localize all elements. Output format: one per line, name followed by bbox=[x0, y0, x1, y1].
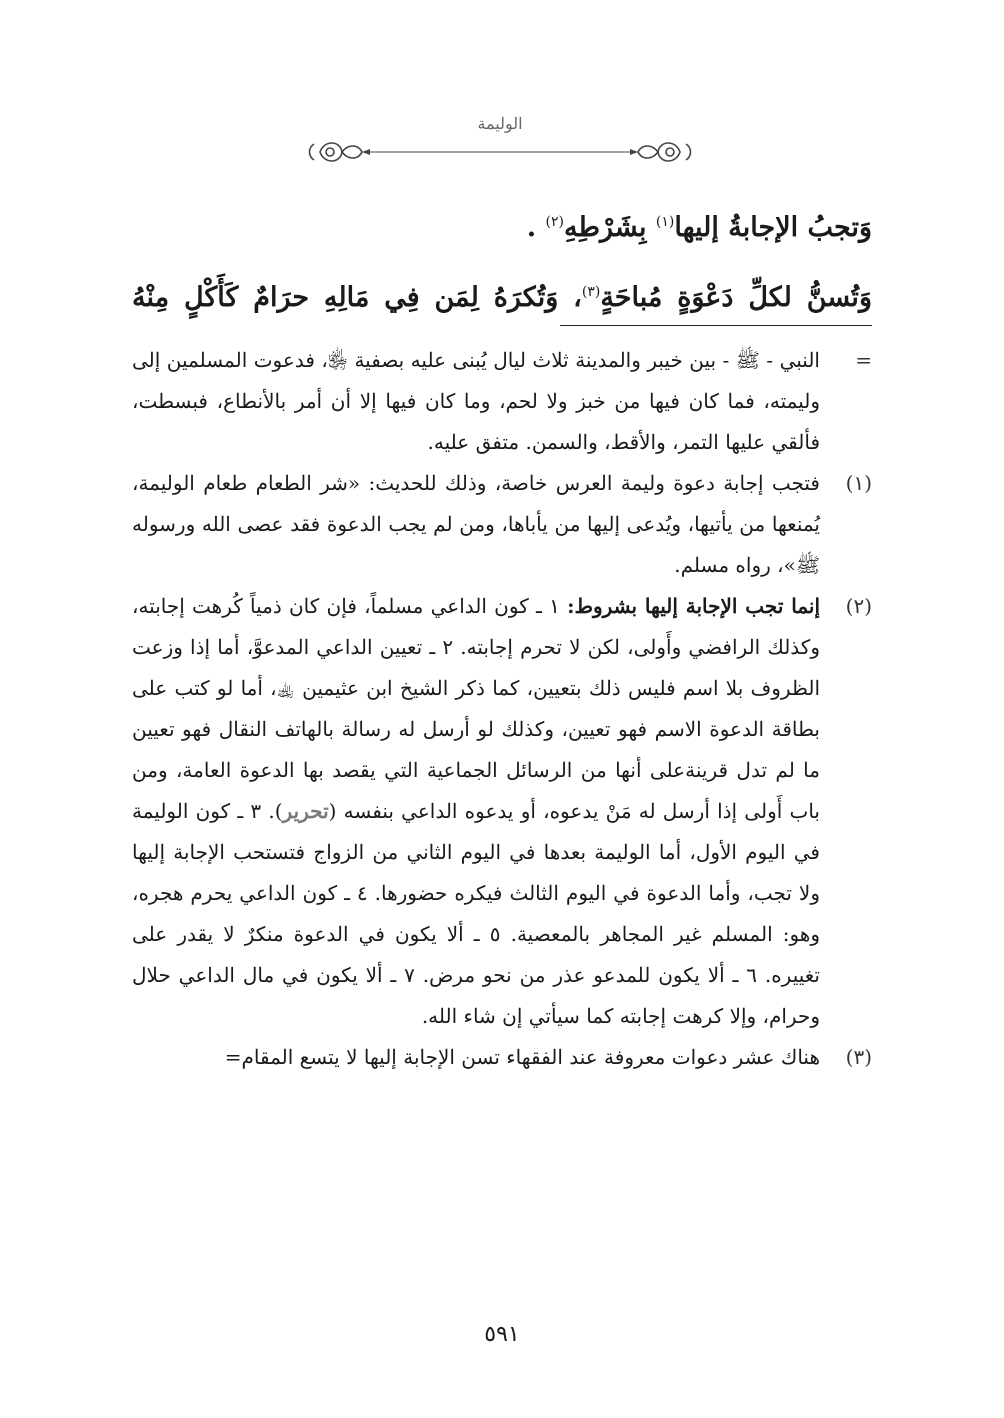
footnote-1-text: فتجب إجابة دعوة وليمة العرس خاصة، وذلك للحديث: «شر الطعام طعام الوليمة، يُمنعها من يأتيها، ويُدعى إليها من يأباها، ومن لم يجب الدعوة فقد عصى الله ورسوله ﷺ»، رواه مسلم. bbox=[132, 471, 820, 577]
footnote-2 bbox=[132, 586, 872, 1037]
footnote-2-text-a: ١ ـ كون الداعي مسلماً، فإن كان ذمياً كُرهت إجابته، وكذلك الرافضي وأَولى، لكن لا تحرم إجابته. ٢ ـ تعيين الداعي المدعوَّ، أما إذا وزعت الظروف بلا اسم فليس ذلك بتعيين، كما ذكر الشيخ ابن عثيمين ﵀، أما لو كتب على بطاقة الدعوة الاسم فهو تعيين، وكذلك لو أرسل له رسالة بالهاتف النقال فهو تعيين ما لم تدل قرينةعلى أنها من الرسائل الجماعية التي يقصد بها الدعوة العامة، ومن باب أَولى إذا أرسل له مَنْ يدعوه، أو يدعوه الداعي بنفسه ( bbox=[132, 594, 820, 823]
footnote-1 bbox=[132, 463, 872, 586]
main-line-2-text-2: ، وَتُكرَهُ لِمَن فِي مَالِهِ حرَامٌ كَأَكْلٍ مِنْهُ bbox=[132, 282, 582, 313]
page-number: ٥٩١ bbox=[484, 1322, 520, 1347]
footnote-2-body bbox=[132, 586, 820, 1037]
main-line-1-text-2: بِشَرْطِهِ bbox=[564, 212, 656, 243]
main-line-1 bbox=[132, 190, 872, 260]
footnote-ref-2: (٢) bbox=[545, 214, 564, 230]
footnote-separator bbox=[560, 325, 872, 326]
header-ornament-icon bbox=[300, 132, 700, 172]
main-line-1-end: . bbox=[526, 212, 546, 243]
running-header bbox=[300, 108, 700, 178]
footnote-3-text: هناك عشر دعوات معروفة عند الفقهاء تسن الإجابة إليها لا يتسع المقام= bbox=[224, 1045, 820, 1069]
footnote-3 bbox=[132, 1037, 872, 1078]
continuation-text: النبي - ﷺ - بين خيبر والمدينة ثلاث ليال يُبنى عليه بصفية ﵂، فدعوت المسلمين إلى وليمته، فما كان فيها من خبز ولا لحم، وما كان فيها إلا أن أمر بالأنطاع، فبسطت، فألقي عليها التمر، والأقط، والسمن. متفق عليه. bbox=[132, 348, 820, 454]
footnote-ref-3: (٣) bbox=[581, 284, 601, 300]
footnotes bbox=[132, 340, 872, 1078]
footnote-continuation bbox=[132, 340, 872, 463]
footnote-2-lead: إنما تجب الإجابة إليها بشروط: bbox=[567, 594, 821, 618]
footnote-2-number: (٢) bbox=[845, 594, 872, 618]
footnote-2-highlight: تحرير bbox=[282, 799, 329, 823]
main-text bbox=[132, 190, 872, 330]
main-line-1-text: وَتجبُ الإجابةُ إليها bbox=[674, 212, 872, 243]
header-title: الوليمة bbox=[477, 114, 523, 133]
main-line-2 bbox=[132, 260, 872, 330]
footnote-ref-1: (١) bbox=[655, 214, 675, 230]
footnote-3-number: (٣) bbox=[845, 1045, 872, 1069]
footnote-2-text-b: ). ٣ ـ كون الوليمة في اليوم الأول، أما الوليمة بعدها في اليوم الثاني من الزواج فتستحب الإجابة إليها ولا تجب، وأما الدعوة في اليوم الثالث فيكره حضورها. ٤ ـ كون الداعي يحرم هجره، وهو: المسلم غير المجاهر بالمعصية. ٥ ـ ألا يكون في الدعوة منكرٌ لا يقدر على تغييره. ٦ ـ ألا يكون للمدعو عذر من نحو مرض. ٧ ـ ألا يكون في مال الداعي حلال وحرام، وإلا كرهت إجابته كما سيأتي إن شاء الله. bbox=[132, 799, 820, 1028]
continuation-marker: = bbox=[855, 348, 872, 372]
footnote-1-number: (١) bbox=[845, 471, 872, 495]
main-line-2-text: وَتُسنُّ لكلِّ دَعْوَةٍ مُباحَةٍ bbox=[600, 282, 872, 313]
